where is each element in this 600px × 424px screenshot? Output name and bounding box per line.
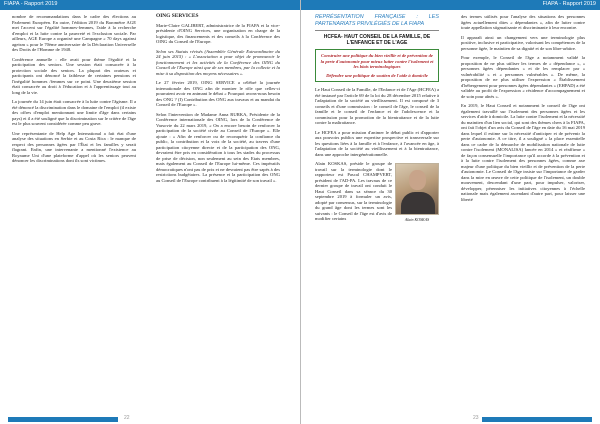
photo-caption: Alain KOSKAS xyxy=(404,217,430,222)
left-page-column-2 xyxy=(156,14,280,187)
paragraph-june-14: La journée du 14 juin était consacrée à la lutte contre l'âgisme. Il a été dénoncé la discrimination dans le domaine de l'emploi (il existe des offres d'emploi mentionnant une limite d'âge dans certains pays) et il a été souligné que la discrimination sur le critère de l'âge est le plus souvent considérée comme peu grave. xyxy=(12,99,136,126)
highlight-box xyxy=(315,49,439,82)
right-page-column-1 xyxy=(315,14,439,226)
paragraph-isolation: En 2019, le Haut Conseil et notamment le conseil de l'âge ont également travaillé sur l'isolement des personnes âgées et les services d'aide à domicile. La lutte contre l'isolement et la nécessité du maintien d'un lien social, qui sont des thèmes chers à la FIAPA, ont fait l'objet d'un avis du Conseil de l'âge en date du 16 mai 2019 dans lequel il estime sur la nécessité d'anticiper et de prévenir la perte d'autonomie. A ce titre, il a souligné « la place essentielle dans ce cadre de la démarche de mobilisation nationale de lutte contre l'isolement (MONALISA) lancée en 2014 » et réaffirme « de façon consensuelle l'importance qu'il accorde à la prévention et à la lutte contre l'isolement des personnes âgées, comme axe majeur d'une politique du bien vieillir et de prévention de la perte d'autonomie. Le Conseil de l'âge insiste sur l'importance de garder dans la mire en œuvre de cette politique de l'isolement, un double mouvement, descendant d'une part, pour impulser, valoriser, développer, pérenniser les initiatives citoyennes à l'échelle nationale mais également ascendant d'autre part, pour laisser une liberté xyxy=(461,103,585,202)
highlight-text-2: Défendre une politique de soutien de l'aide à domicile xyxy=(326,72,428,78)
oing-services-title: OING SERVICES xyxy=(156,13,199,19)
right-page xyxy=(300,0,600,424)
portrait-face xyxy=(409,170,426,190)
paragraph-terms-cont: des termes utilisés pour l'analyse des situations des personnes âgées actuellement dites « dépendantes », afin de lutter contre toute appellation stigmatisante et discriminante à leur encontre. xyxy=(461,14,585,30)
paragraph-annual-conference: Conférence annuelle : elle avait pour thème l'égalité et la participation des seniors. Une session était consacrée à la protection sociale des seniors. La plupart des orateurs et participants ont dénoncé la faiblesse de certaines pensions et l'inégalité hommes /femmes sur ce point. Une deuxième session était consacrée au droit à l'éducation et à l'apprentissage tout au long de la vie. xyxy=(12,56,136,95)
running-header-right xyxy=(301,0,600,10)
section-title: REPRÉSENTATION FRANÇAISE : LES PARTENARIATS PRIVILÉGIÉS DE LA FIAPA xyxy=(315,14,439,27)
paragraph-february-27: Le 27 février 2019, OING SERVICE a célébré la journée internationale des ONG afin de montrer le rôle que celles-ci pourraient avoir en animant le débat « Pourquoi avons-nous besoin des ONG ? (I) Contribution des ONG aux travaux et au mandat du Conseil de l'Europe ». xyxy=(156,80,280,107)
paragraph-koskas: Alain KOSKAS, préside le groupe de travail sur la terminologie dont le rapporteur est Pascal CHAMPVERT, président de l'AD-PA. Les travaux de ce dernier groupe de travail ont conduit le Haut Conseil dans sa séance du 30 septembre 2019 à formuler un avis, adopté par consensus, sur la terminologie du grand âge dont les termes sont les suivants : le Conseil de l'âge est d'avis de modifier certains xyxy=(315,161,392,221)
running-header-left xyxy=(0,0,300,10)
footer-bar-right xyxy=(482,417,592,422)
header-text-left: FIAPA - Rapport 2019 xyxy=(4,1,58,7)
section-divider xyxy=(315,30,439,31)
page-number-right: 23 xyxy=(473,415,479,421)
footer-bar-left xyxy=(8,417,118,422)
paragraph-statutes: Selon ses Statuts révisés (Assemblée Générale Extraordinaire du 24 juin 2015) : « L'association a pour objet de promouvoir le fonctionnement et les activités de la Conférence des OING du Conseil de l'Europe ainsi que de ses membres, par la collecte et la mise à sa disposition des moyens nécessaires ». xyxy=(156,48,280,76)
portrait-photo xyxy=(395,163,439,215)
paragraph-galibert: Marie-Claire GALIBERT, administratrice de la FIAPA et la vice-présidente d'OING Services, une organisation en charge de la logistique, des financements et des conseils à la Conférence des OING du Conseil de l'Europe. xyxy=(156,22,280,44)
paragraph-hcfea-mission: Le HCFEA a pour mission d'animer le débat public et d'apporter aux pouvoirs publics une expertise prospective et transversale sur les questions liées à la famille et à l'enfance, à l'avancée en âge, à l'adaptation de la société au vieillissement et à la bientraitance, dans une approche intergénérationnelle. xyxy=(315,129,439,157)
paragraph-age-barometer: nombre de recommandations dans le cadre des élections au Parlement Européen. En outre, l'édition 2019 du Baromètre AGE met l'accent sur l'égalité hommes-femmes, l'aide à la recherche d'emploi et la lutte contre la pauvreté et l'exclusion sociale. Par ailleurs, AGE Europe a organisé une Campagne « 70 days against ageism » pour le 70ème anniversaire de la Déclaration Universelle des Droits de l'Homme de 1948. xyxy=(12,14,136,52)
article-title: HCFEA- HAUT CONSEIL DE LA FAMILLE, DE L'ENFANCE ET DE L'AGE xyxy=(323,34,431,46)
page-number-left: 22 xyxy=(124,415,130,421)
paragraph-example: Pour exemple, le Conseil de l'âge a notamment validé la proposition de ne plus utiliser les termes de « dépendance », « personnes âgées dépendantes » et de les remplacer par « vulnérabilité » et « personnes vulnérables ». De même, la proposition de ne plus utiliser l'expression « Établissement d'hébergement pour personnes âgées dépendantes » (EHPAD) a été validée au profit de l'expression « résidence d'accompagnement et de soin pour aînés ». xyxy=(461,55,585,99)
paragraph-hcfea-intro: Le Haut Conseil de la Famille, de l'Enfance et de l'Age (HCFEA) a été instauré par l'article 69 de la loi du 28 décembre 2015 relative à l'adaptation de la société au vieillissement. Il est composé de 3 conseils et d'une commission : le conseil de l'âge, le conseil de la famille et le conseil de l'enfance et de l'adolescence et la commission pour la promotion de la bientraitance et de la lutte contre la maltraitance. xyxy=(315,87,439,125)
highlight-text-1: Construire une politique du bien vieillir et de prévention de la perte d'autonomie pour mieux lutter contre l'isolement et les biais terminologiques xyxy=(320,53,434,69)
right-page-column-2 xyxy=(461,14,585,206)
left-page-column-1 xyxy=(12,14,136,168)
paragraph-anna-rurka: Selon l'intervention de Madame Anna RURKA, Présidente de la Conférence internationale des OING, lors de la Conférence de Varsovie du 22 mars 2019, « On a encore besoin de renforcer la participation de la société civile au Conseil de l'Europe ». Elle ajoute : « Afin de renforcer ou de reconquérir la confiance du public, la contribution et la voix de la société, au travers d'une participation citoyenne directe et de la participation des ONG, devraient être pris en considération à tous les stades du processus de prise de décision, non seulement au sein des Etats membres, mais également au Conseil de l'Europe lui-même. Ces impératifs démocratiques n'ont pas de prix et ne devraient pas être sapés à des restrictions budgétaires. La présence et la participation des ONG au Conseil de l'Europe contribuent à la légitimité de son travail ». xyxy=(156,111,280,183)
portrait-suit xyxy=(401,192,435,214)
paragraph-help-age: Une représentante de Help Age International a fait état d'une analyse des situations en Serbie et au Costa Rica : le manque de respect des personnes âgées par l'État et les familles y serait flagrant. Enfin, une intervenante a mentionné l'existence au Royaume Uni d'une plateforme d'appel où les seniors peuvent dénoncer les discriminations dont ils sont victimes. xyxy=(12,130,136,163)
paragraph-terminology-change: Il apparaît ainsi un changement vers une terminologie plus positive, inclusive et participative, valorisant les compétences de la personne âgée, le maintien de sa dignité et de son libre-arbitre. xyxy=(461,34,585,51)
header-text-right: FIAPA - Rapport 2019 xyxy=(542,1,596,7)
